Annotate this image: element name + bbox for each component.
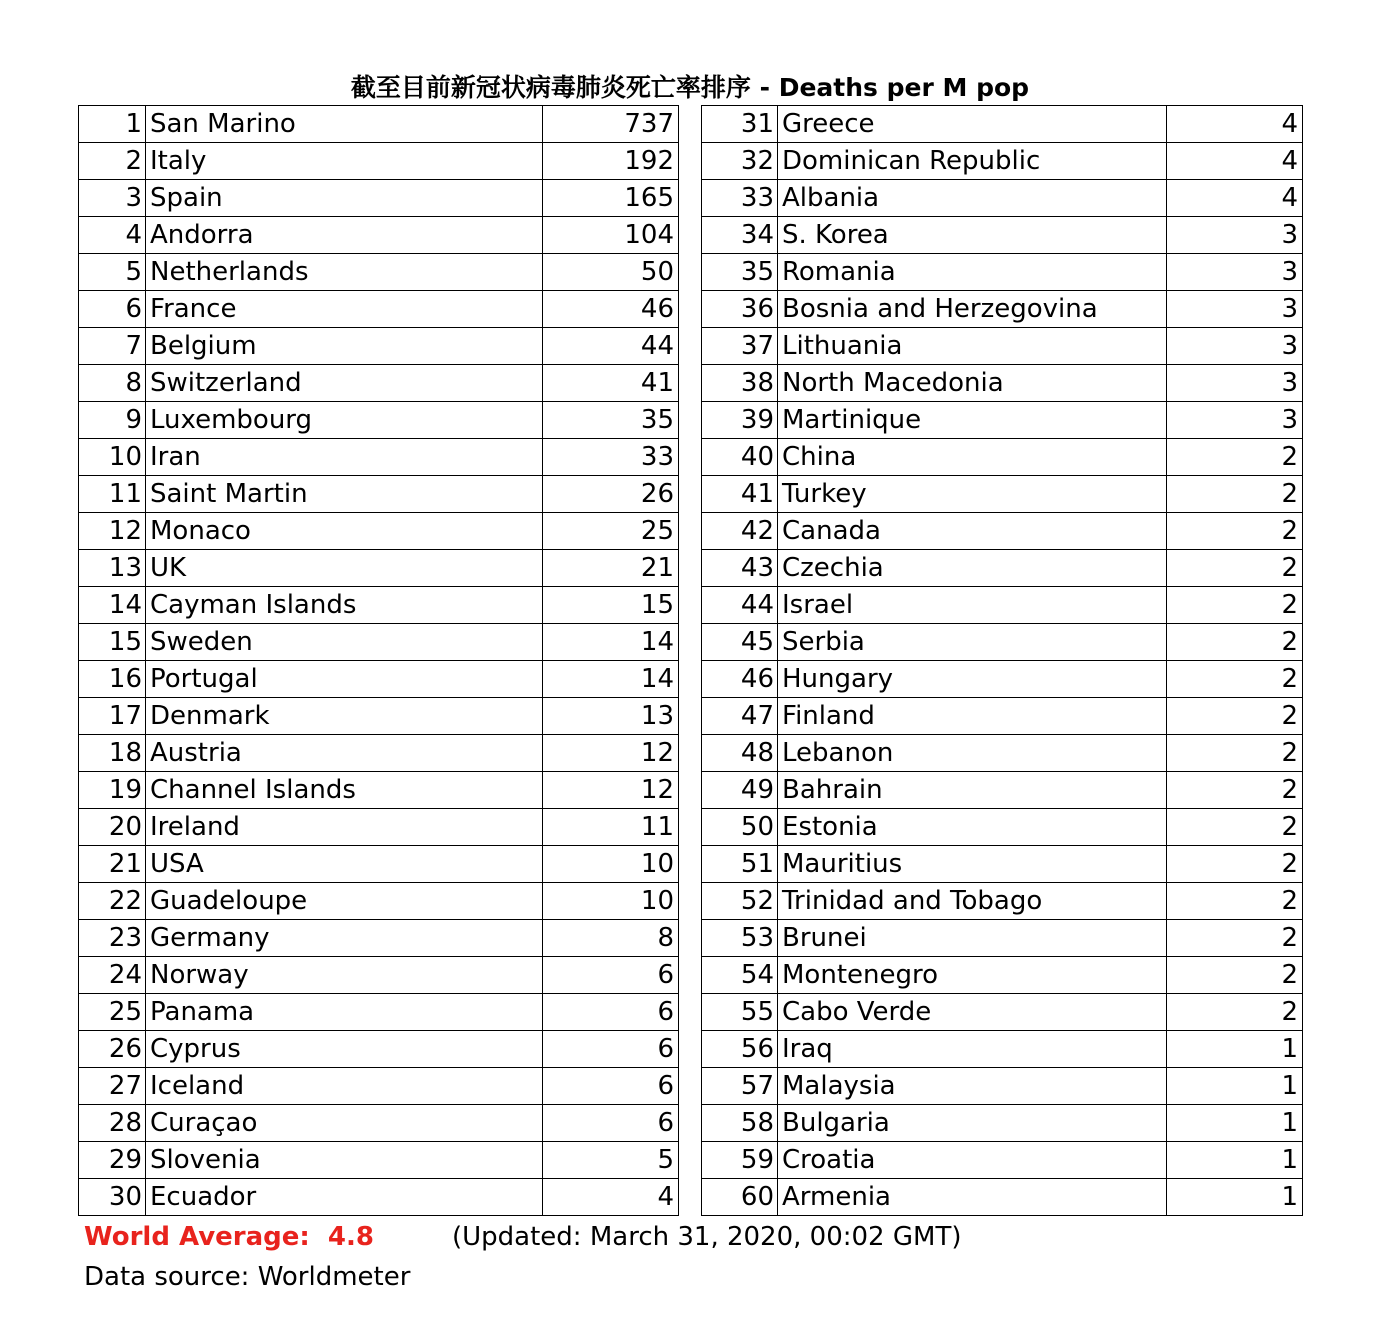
rank-cell: 54 — [702, 957, 778, 994]
table-row — [702, 735, 1303, 772]
table-row — [79, 1179, 679, 1216]
country-cell: Turkey — [778, 476, 1167, 513]
country-cell: UK — [146, 550, 543, 587]
table-row — [79, 291, 679, 328]
country-cell: Iraq — [778, 1031, 1167, 1068]
table-row — [79, 180, 679, 217]
table-row — [79, 1142, 679, 1179]
value-cell: 8 — [543, 920, 679, 957]
country-cell: Ireland — [146, 809, 543, 846]
rank-cell: 60 — [702, 1179, 778, 1216]
rank-cell: 7 — [79, 328, 146, 365]
value-cell: 2 — [1167, 661, 1303, 698]
table-row — [702, 883, 1303, 920]
value-cell: 5 — [543, 1142, 679, 1179]
value-cell: 2 — [1167, 809, 1303, 846]
value-cell: 2 — [1167, 476, 1303, 513]
value-cell: 3 — [1167, 402, 1303, 439]
table-row — [702, 1142, 1303, 1179]
value-cell: 1 — [1167, 1142, 1303, 1179]
value-cell: 3 — [1167, 365, 1303, 402]
value-cell: 46 — [543, 291, 679, 328]
rank-cell: 10 — [79, 439, 146, 476]
country-cell: Norway — [146, 957, 543, 994]
country-cell: Romania — [778, 254, 1167, 291]
rank-cell: 27 — [79, 1068, 146, 1105]
value-cell: 1 — [1167, 1179, 1303, 1216]
country-cell: Sweden — [146, 624, 543, 661]
value-cell: 14 — [543, 661, 679, 698]
chart-title: 截至目前新冠状病毒肺炎死亡率排序 - Deaths per M pop — [350, 73, 1030, 102]
value-cell: 6 — [543, 1068, 679, 1105]
rank-cell: 15 — [79, 624, 146, 661]
table-row — [702, 1068, 1303, 1105]
table-row — [702, 106, 1303, 143]
value-cell: 6 — [543, 957, 679, 994]
country-cell: Portugal — [146, 661, 543, 698]
value-cell: 11 — [543, 809, 679, 846]
value-cell: 6 — [543, 1105, 679, 1142]
rank-cell: 49 — [702, 772, 778, 809]
country-cell: San Marino — [146, 106, 543, 143]
country-cell: Netherlands — [146, 254, 543, 291]
value-cell: 192 — [543, 143, 679, 180]
rank-cell: 56 — [702, 1031, 778, 1068]
value-cell: 15 — [543, 587, 679, 624]
rank-cell: 47 — [702, 698, 778, 735]
value-cell: 2 — [1167, 846, 1303, 883]
country-cell: Trinidad and Tobago — [778, 883, 1167, 920]
country-cell: Bahrain — [778, 772, 1167, 809]
rank-cell: 44 — [702, 587, 778, 624]
country-cell: Cabo Verde — [778, 994, 1167, 1031]
value-cell: 165 — [543, 180, 679, 217]
rank-cell: 33 — [702, 180, 778, 217]
rank-cell: 5 — [79, 254, 146, 291]
ranking-table-left — [78, 105, 679, 1216]
country-cell: Hungary — [778, 661, 1167, 698]
value-cell: 1 — [1167, 1105, 1303, 1142]
table-row — [79, 476, 679, 513]
value-cell: 35 — [543, 402, 679, 439]
table-row — [79, 254, 679, 291]
country-cell: Cayman Islands — [146, 587, 543, 624]
country-cell: USA — [146, 846, 543, 883]
table-row — [702, 180, 1303, 217]
rank-cell: 52 — [702, 883, 778, 920]
rank-cell: 1 — [79, 106, 146, 143]
value-cell: 3 — [1167, 328, 1303, 365]
country-cell: Croatia — [778, 1142, 1167, 1179]
table-row — [702, 217, 1303, 254]
table-row — [79, 920, 679, 957]
rank-cell: 32 — [702, 143, 778, 180]
value-cell: 12 — [543, 735, 679, 772]
country-cell: Estonia — [778, 809, 1167, 846]
rank-cell: 13 — [79, 550, 146, 587]
value-cell: 6 — [543, 1031, 679, 1068]
value-cell: 2 — [1167, 920, 1303, 957]
country-cell: Spain — [146, 180, 543, 217]
country-cell: Ecuador — [146, 1179, 543, 1216]
table-row — [79, 328, 679, 365]
value-cell: 41 — [543, 365, 679, 402]
value-cell: 2 — [1167, 439, 1303, 476]
value-cell: 2 — [1167, 994, 1303, 1031]
table-row — [702, 143, 1303, 180]
rank-cell: 22 — [79, 883, 146, 920]
rank-cell: 3 — [79, 180, 146, 217]
rank-cell: 31 — [702, 106, 778, 143]
table-row — [79, 624, 679, 661]
rank-cell: 53 — [702, 920, 778, 957]
table-row — [79, 365, 679, 402]
table-row — [702, 1031, 1303, 1068]
value-cell: 33 — [543, 439, 679, 476]
value-cell: 1 — [1167, 1068, 1303, 1105]
rank-cell: 11 — [79, 476, 146, 513]
country-cell: Curaçao — [146, 1105, 543, 1142]
country-cell: North Macedonia — [778, 365, 1167, 402]
rank-cell: 36 — [702, 291, 778, 328]
country-cell: Channel Islands — [146, 772, 543, 809]
value-cell: 14 — [543, 624, 679, 661]
country-cell: Germany — [146, 920, 543, 957]
table-row — [79, 846, 679, 883]
value-cell: 2 — [1167, 772, 1303, 809]
value-cell: 2 — [1167, 735, 1303, 772]
rank-cell: 18 — [79, 735, 146, 772]
value-cell: 50 — [543, 254, 679, 291]
country-cell: Saint Martin — [146, 476, 543, 513]
value-cell: 21 — [543, 550, 679, 587]
value-cell: 2 — [1167, 624, 1303, 661]
value-cell: 2 — [1167, 883, 1303, 920]
value-cell: 2 — [1167, 587, 1303, 624]
country-cell: Finland — [778, 698, 1167, 735]
country-cell: Italy — [146, 143, 543, 180]
value-cell: 1 — [1167, 1031, 1303, 1068]
value-cell: 44 — [543, 328, 679, 365]
value-cell: 104 — [543, 217, 679, 254]
table-row — [79, 698, 679, 735]
table-row — [79, 1105, 679, 1142]
rank-cell: 6 — [79, 291, 146, 328]
rank-cell: 46 — [702, 661, 778, 698]
value-cell: 10 — [543, 883, 679, 920]
table-row — [702, 957, 1303, 994]
value-cell: 3 — [1167, 254, 1303, 291]
table-row — [702, 291, 1303, 328]
country-cell: Austria — [146, 735, 543, 772]
country-cell: Bulgaria — [778, 1105, 1167, 1142]
rank-cell: 39 — [702, 402, 778, 439]
data-source: Data source: Worldmeter — [84, 1262, 411, 1292]
country-cell: Slovenia — [146, 1142, 543, 1179]
table-row — [79, 1031, 679, 1068]
country-cell: Lithuania — [778, 328, 1167, 365]
rank-cell: 9 — [79, 402, 146, 439]
country-cell: Malaysia — [778, 1068, 1167, 1105]
country-cell: Montenegro — [778, 957, 1167, 994]
country-cell: Guadeloupe — [146, 883, 543, 920]
country-cell: Israel — [778, 587, 1167, 624]
country-cell: Luxembourg — [146, 402, 543, 439]
table-row — [79, 402, 679, 439]
rank-cell: 59 — [702, 1142, 778, 1179]
table-row — [702, 661, 1303, 698]
value-cell: 4 — [1167, 143, 1303, 180]
rank-cell: 2 — [79, 143, 146, 180]
table-row — [702, 587, 1303, 624]
country-cell: Brunei — [778, 920, 1167, 957]
rank-cell: 17 — [79, 698, 146, 735]
country-cell: China — [778, 439, 1167, 476]
table-row — [79, 106, 679, 143]
rank-cell: 45 — [702, 624, 778, 661]
value-cell: 12 — [543, 772, 679, 809]
country-cell: Albania — [778, 180, 1167, 217]
table-row — [79, 735, 679, 772]
rank-cell: 24 — [79, 957, 146, 994]
table-row — [702, 698, 1303, 735]
table-row — [79, 513, 679, 550]
table-row — [702, 1105, 1303, 1142]
rank-cell: 58 — [702, 1105, 778, 1142]
rank-cell: 20 — [79, 809, 146, 846]
country-cell: Dominican Republic — [778, 143, 1167, 180]
rank-cell: 23 — [79, 920, 146, 957]
country-cell: Bosnia and Herzegovina — [778, 291, 1167, 328]
rank-cell: 26 — [79, 1031, 146, 1068]
value-cell: 3 — [1167, 291, 1303, 328]
country-cell: Andorra — [146, 217, 543, 254]
country-cell: S. Korea — [778, 217, 1167, 254]
table-row — [79, 661, 679, 698]
table-row — [702, 920, 1303, 957]
world-average: World Average: 4.8 — [84, 1222, 374, 1252]
rank-cell: 19 — [79, 772, 146, 809]
rank-cell: 51 — [702, 846, 778, 883]
country-cell: Greece — [778, 106, 1167, 143]
table-row — [79, 1068, 679, 1105]
country-cell: France — [146, 291, 543, 328]
table-row — [79, 883, 679, 920]
rank-cell: 43 — [702, 550, 778, 587]
table-row — [702, 402, 1303, 439]
rank-cell: 50 — [702, 809, 778, 846]
table-row — [79, 809, 679, 846]
value-cell: 4 — [1167, 180, 1303, 217]
rank-cell: 41 — [702, 476, 778, 513]
value-cell: 2 — [1167, 550, 1303, 587]
country-cell: Armenia — [778, 1179, 1167, 1216]
rank-cell: 34 — [702, 217, 778, 254]
table-row — [79, 957, 679, 994]
country-cell: Denmark — [146, 698, 543, 735]
rank-cell: 14 — [79, 587, 146, 624]
table-row — [702, 254, 1303, 291]
rank-cell: 16 — [79, 661, 146, 698]
table-row — [702, 365, 1303, 402]
table-row — [702, 328, 1303, 365]
rank-cell: 28 — [79, 1105, 146, 1142]
table-row — [702, 550, 1303, 587]
table-row — [79, 439, 679, 476]
rank-cell: 37 — [702, 328, 778, 365]
value-cell: 3 — [1167, 217, 1303, 254]
table-row — [702, 994, 1303, 1031]
value-cell: 6 — [543, 994, 679, 1031]
rank-cell: 57 — [702, 1068, 778, 1105]
value-cell: 2 — [1167, 513, 1303, 550]
rank-cell: 42 — [702, 513, 778, 550]
updated-timestamp: (Updated: March 31, 2020, 00:02 GMT) — [452, 1222, 962, 1252]
value-cell: 10 — [543, 846, 679, 883]
value-cell: 2 — [1167, 957, 1303, 994]
rank-cell: 48 — [702, 735, 778, 772]
country-cell: Iceland — [146, 1068, 543, 1105]
ranking-table-right — [701, 105, 1303, 1216]
value-cell: 737 — [543, 106, 679, 143]
table-row — [702, 439, 1303, 476]
table-row — [702, 809, 1303, 846]
table-row — [702, 624, 1303, 661]
rank-cell: 8 — [79, 365, 146, 402]
rank-cell: 29 — [79, 1142, 146, 1179]
country-cell: Panama — [146, 994, 543, 1031]
table-row — [79, 217, 679, 254]
table-row — [79, 587, 679, 624]
rank-cell: 35 — [702, 254, 778, 291]
rank-cell: 38 — [702, 365, 778, 402]
country-cell: Martinique — [778, 402, 1167, 439]
country-cell: Monaco — [146, 513, 543, 550]
rank-cell: 55 — [702, 994, 778, 1031]
country-cell: Switzerland — [146, 365, 543, 402]
table-row — [702, 1179, 1303, 1216]
country-cell: Iran — [146, 439, 543, 476]
country-cell: Czechia — [778, 550, 1167, 587]
value-cell: 13 — [543, 698, 679, 735]
table-row — [702, 513, 1303, 550]
table-row — [79, 772, 679, 809]
value-cell: 4 — [1167, 106, 1303, 143]
country-cell: Mauritius — [778, 846, 1167, 883]
value-cell: 25 — [543, 513, 679, 550]
country-cell: Serbia — [778, 624, 1167, 661]
table-row — [702, 846, 1303, 883]
country-cell: Cyprus — [146, 1031, 543, 1068]
country-cell: Lebanon — [778, 735, 1167, 772]
value-cell: 4 — [543, 1179, 679, 1216]
rank-cell: 25 — [79, 994, 146, 1031]
rank-cell: 21 — [79, 846, 146, 883]
table-row — [702, 476, 1303, 513]
rank-cell: 12 — [79, 513, 146, 550]
table-row — [702, 772, 1303, 809]
country-cell: Belgium — [146, 328, 543, 365]
value-cell: 2 — [1167, 698, 1303, 735]
table-row — [79, 550, 679, 587]
rank-cell: 40 — [702, 439, 778, 476]
rank-cell: 30 — [79, 1179, 146, 1216]
rank-cell: 4 — [79, 217, 146, 254]
value-cell: 26 — [543, 476, 679, 513]
table-row — [79, 143, 679, 180]
country-cell: Canada — [778, 513, 1167, 550]
table-row — [79, 994, 679, 1031]
